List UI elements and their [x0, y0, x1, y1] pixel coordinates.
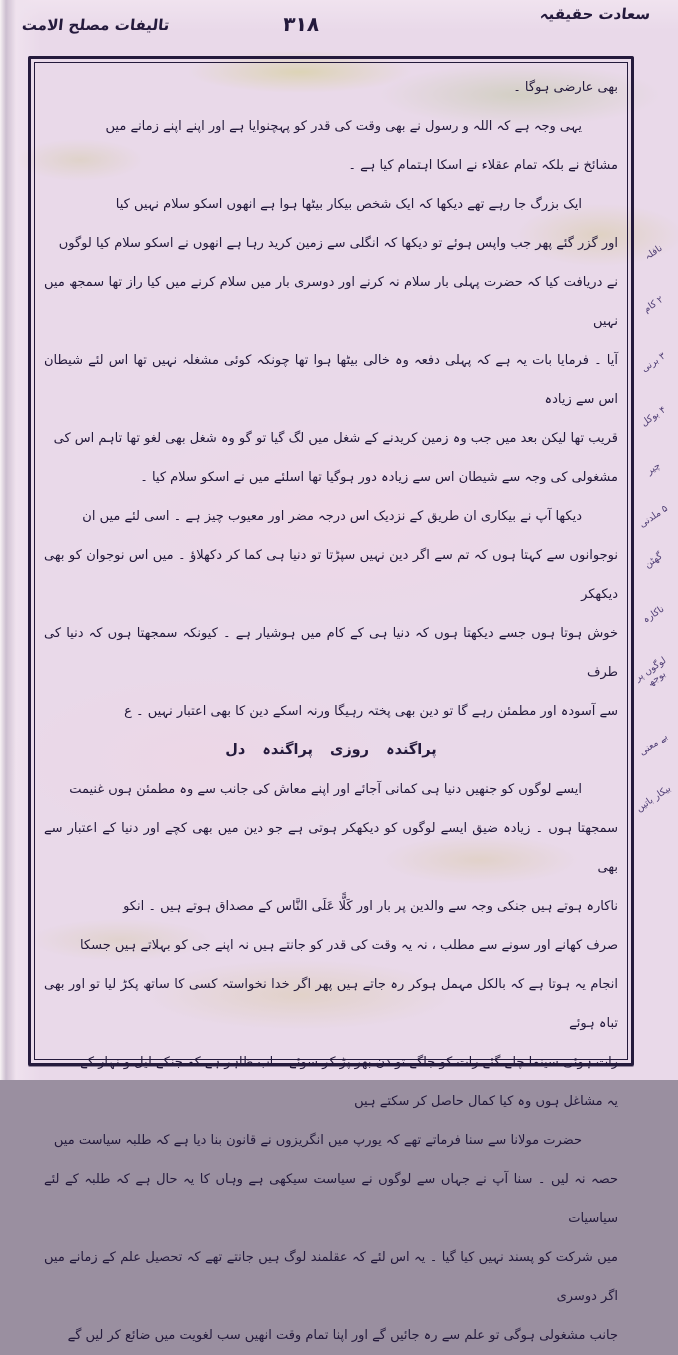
margin-note: ۳ برنی [639, 350, 668, 375]
page-header [0, 0, 678, 52]
margin-note: چیر [644, 460, 663, 478]
margin-note: ناکارہ [640, 603, 667, 626]
margin-note: ۴ بوکل [639, 404, 669, 429]
text-line: رات ہوئی سینما چلے گئے رات کو جاگے تو دن بھر پڑ کر سوئے ۔ اب ظاہر ہے کہ جنکے لیل و نہار کے [80, 1055, 618, 1070]
text-line: دیکھا آپ نے بیکاری ان طریق کے نزدیک اس درجہ مضر اور معیوب چیز ہے ۔ اسی لئے میں ان [82, 509, 582, 524]
margin-note: لوگوں پر بوجھ [633, 655, 669, 689]
text-line: یہی وجہ ہے کہ اللہ و رسول نے بھی وقت کی قدر کو پہچنوایا ہے اور اپنے اپنے زمانے میں [105, 119, 582, 134]
body-text-block [44, 68, 618, 1343]
verse-heading: پراگندہ روزی پراگندہ دل [225, 742, 437, 758]
text-line: نے دریافت کیا کہ حضرت پہلی بار سلام نہ کرنے اور دوسری بار میں سلام کرنے میں کیا راز تھا سمجھ میں نہیں [44, 275, 618, 329]
page-number: ۳۱۸ [281, 12, 321, 36]
text-line: سے آسودہ اور مطمئن رہے گا تو دین بھی پختہ رہیگا ورنہ اسکے دین کا بھی اعتبار نہیں ۔ ع [124, 704, 618, 719]
text-line: اور گزر گئے پھر جب واپس ہوئے تو دیکھا کہ انگلی سے زمین کرید رہا ہے انھوں نے اسکو سلام کیا لوگوں [58, 236, 618, 251]
text-line: ایسے لوگوں کو جنھیں دنیا ہی کمانی آجائے اور اپنے معاش کی جانب سے وہ مطمئن ہوں غنیمت [69, 782, 582, 797]
margin-note: ۵ ملدنی [637, 503, 670, 531]
inner-rule-border [34, 62, 628, 1343]
text-line: ناکارہ ہوتے ہیں جنکی وجہ سے والدین پر بار اور کَلًّا عَلَی النَّاس کے مصداق ہوتے ہیں ۔ انکو [123, 899, 618, 914]
text-line: بھی عارضی ہوگا ۔ [513, 80, 618, 95]
text-line: یہ مشاغل ہوں وہ کیا کمال حاصل کر سکتے ہیں [354, 1094, 618, 1109]
text-line: حصہ نہ لیں ۔ سنا آپ نے جہاں سے لوگوں نے سیاست سیکھی ہے وہاں کا یہ حال ہے کہ طلبہ کے لئے سیاسیات [44, 1172, 618, 1226]
text-line: انجام یہ ہوتا ہے کہ بالکل مہمل ہوکر رہ جاتے ہیں پھر اگر خدا نخواستہ کسی کا ساتھ پکڑ لیا تو اور بھی تباہ ہوئے [44, 977, 618, 1031]
text-line: قریب تھا لیکن بعد میں جب وہ زمین کریدنے کے شغل میں لگ گیا تو گو وہ شغل بھی لغو تھا تاہم اس کی [53, 431, 618, 446]
text-line: ایک بزرگ جا رہے تھے دیکھا کہ ایک شخص بیکار بیٹھا ہوا ہے انھوں اسکو سلام نہیں کیا [115, 197, 582, 212]
text-line: مشائخ نے بلکہ تمام عقلاء نے اسکا اہتمام کیا ہے ۔ [348, 158, 618, 173]
text-line: صرف کھانے اور سونے سے مطلب ، نہ یہ وقت کی قدر کو جانتے ہیں نہ اپنے جی کو بہلاتے ہیں جسکا [79, 938, 618, 953]
margin-note: بے معنی [637, 731, 670, 759]
text-line: حضرت مولانا سے سنا فرماتے تھے کہ یورپ میں انگریزوں نے قانون بنا دیا ہے کہ طلبہ سیاست میں [53, 1133, 582, 1148]
margin-note: گھٹن [642, 550, 665, 571]
text-line: نوجوانوں سے کہتا ہوں کہ تم سے اگر دین نہیں سپڑتا تو دنیا ہی کما کر دکھلاؤ ۔ میں اس نوجوان کو بھی دیکھکر [44, 548, 618, 602]
margin-note: ۲ کام [641, 294, 666, 316]
text-line: جانب مشغولی ہوگی تو علم سے رہ جائیں گے اور اپنا تمام وقت انھیں سب لغویت میں ضائع کر لیں گے [67, 1328, 618, 1343]
text-line: میں شرکت کو پسند نہیں کیا گیا ۔ یہ اس لئے کہ عقلمند لوگ ہیں جانتے تھے کہ تحصیل علم کے زمانے میں اگر دوسری [44, 1250, 618, 1304]
margin-note: بیکار باتیں [634, 783, 674, 815]
text-line: سمجھتا ہوں ۔ زیادہ ضیق ایسے لوگوں کو دیکھکر ہوتی ہے جو دین میں بھی کچے اور دنیا کے اعتبار سے بھی [44, 821, 618, 875]
margin-note: نافلہ [642, 242, 665, 263]
book-title: سعادت حقیقیہ [538, 5, 651, 23]
text-line: آیا ۔ فرمایا بات یہ ہے کہ پہلی دفعہ وہ خالی بیٹھا ہوا تھا چونکہ کوئی مشغلہ نہیں تھا اس لئے شیطان اس سے زیادہ [44, 353, 618, 407]
series-title: تالیفات مصلح الامت [21, 16, 171, 34]
text-line: مشغولی کی وجہ سے شیطان اس سے زیادہ دور ہوگیا تھا اسلئے میں نے اسکو سلام کیا ۔ [140, 470, 618, 485]
text-line: خوش ہوتا ہوں جسے دیکھتا ہوں کہ دنیا ہی کے کام میں ہوشیار ہے ۔ کیونکہ سمجھتا ہوں کہ دنیا کی طرف [44, 626, 618, 680]
page-rule-frame [28, 56, 634, 1343]
